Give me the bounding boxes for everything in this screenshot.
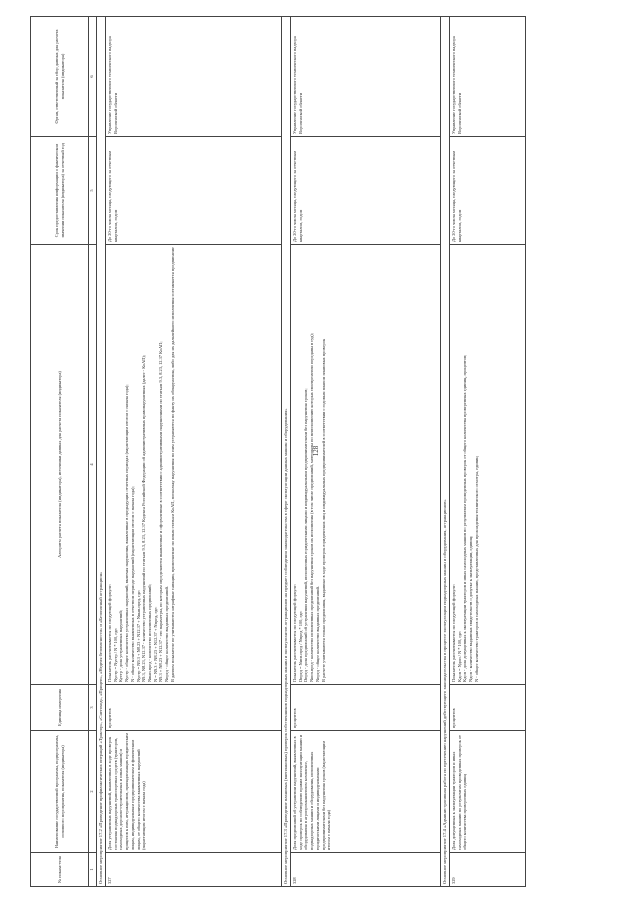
algorithm-line: Nпред - общее количество выданных предписаний. — [314, 586, 320, 682]
algorithm-line: Nустр - общее количество устраненных нарушений, включая нарушения, выявленные в предыдущих отчетных периодах (нарастающим итогом с начала года); — [124, 384, 130, 682]
indicator-deadline: До 20-го числа месяца, следующего за отчетным кварталом, годом — [290, 137, 440, 245]
header-cell: Алгоритм расчета показателя (индикатора), источники данных для расчета показателя (индикатора) — [31, 245, 89, 685]
indicator-name: Доля устраненных нарушений, выявленных в ходе проверок состояния поднадзорных транспортных средств (тракторов, самоходных дорожно-строительных и иных машин) и прицепов к ним, аттракционов, принадлежащих юридическим лицам, индивидуальным предпринимателям и физическим лицам, от общего количества выявленных нарушений (нарастающим итогом с начала года) — [105, 731, 281, 853]
column-number: 6 — [89, 17, 97, 137]
algorithm-line: Показатель рассчитывается по следующей формуле: — [106, 584, 112, 682]
responsible-body: Управление государственного технического надзора Воронежской области — [105, 17, 281, 137]
algorithm-line: N - общее количество выявленных в отчетном периоде нарушений (нарастающим итогом с начала года); — [129, 486, 135, 682]
section-title: Основное мероприятие 17.2 «Проведение профилактических операций «Трактор», «Снегоход», «Прицеп», «Неделя безопасности» и «Безопасный аттракцион» — [97, 17, 106, 887]
algorithm-line: Kдоп - доля допущенных к эксплуатации тракторов и иных самоходных машин по результатам проведенных проверок от общего количества проверенных единиц, процентов; — [462, 354, 468, 682]
indicator-algorithm — [105, 245, 281, 685]
algorithm-line: N = N9.3 + N8.23 + N12.37 + Nпред, где: — [152, 606, 158, 682]
header-row — [31, 17, 89, 887]
indicator-unit: процентов — [105, 685, 281, 731]
header-cell: № показа-теля — [31, 853, 89, 887]
section-row — [440, 17, 449, 887]
table-row — [290, 17, 440, 887]
page-number: 128 — [312, 445, 320, 457]
algorithm-line: Nисп.пред - количество исполненных предписаний без нарушения сроков их исполнения (в том числе предписаний, материалы по неисполнению которых своевременно переданы в суд); — [309, 333, 315, 682]
indicator-name: Доля допущенных к эксплуатации тракторов и иных самоходных машин по результатам проведенных проверок от общего количества проверенных единиц — [449, 731, 525, 853]
section-title: Основное мероприятие 17.3 «Проведение плановых (внеплановых) проверок собственников поднадзорных машин и эксплуатантов аттракционов на предмет соблюдения законодательства в сфере эксплуатации данных машин и оборудования» — [281, 17, 290, 887]
algorithm-line: В данном показателе не учитываются штрафные санкции, применяемые по иным статьям КоАП, поскольку нарушения по ним устраняются по факту их обнаружения, либо для их дальнейшего исполнения составляется предписание — [169, 247, 175, 682]
header-cell: Срок предоставления информации о фактическом значении показателя (индикатора) за отчетный год — [31, 137, 89, 245]
algorithm-line: N - общее количество тракторов и самоходных машин, представленных для прохождения технического осмотра, единиц — [473, 456, 479, 682]
responsible-body: Управление государственного технического надзора Воронежской области — [290, 17, 440, 137]
column-number-row — [89, 17, 97, 887]
algorithm-line: Dпред - доля предписаний об устранении нарушений, исполненных юридическими лицами и индивидуальными предпринимателями без нарушения сроков; — [303, 388, 309, 682]
algorithm-line: Кустр - доля устраненных нарушений; — [118, 610, 124, 682]
header-cell: Наименование государственной программы, подпрограммы, основного мероприятия, показателя (индикатора) — [31, 731, 89, 853]
algorithm-line: Показатель рассчитывается по следующей формуле: — [450, 584, 456, 682]
algorithm-line: В расчете учитываются только предписания, выданные в ходе проверок юридических лиц и индивидуальных предпринимателей в соответствии с годовым планом плановых проверок — [320, 338, 326, 682]
column-number: 3 — [89, 685, 97, 731]
indicator-deadline: До 20-го числа месяца, следующего за отчетным кварталом, годом — [449, 137, 525, 245]
indicator-unit: процентов — [449, 685, 525, 731]
indicator-number: 327 — [105, 853, 281, 887]
algorithm-line: N9.3, N8.23, N12.37 - количество устраненных нарушений по статьям 9.3, 8.23, 12.37 Кодекса Российской Федерации об административных правонарушениях (далее - КоАП); — [141, 354, 147, 682]
algorithm-line: Nпред - общее количество выданных предписаний. — [164, 586, 170, 682]
algorithm-line: Kдоп = Nдоп / N * 100, где: — [456, 630, 462, 682]
column-number: 2 — [89, 731, 97, 853]
indicator-name: Доля предписаний об устранении нарушений, выявленных в ходе проверок по соблюдению правил эксплуатации машин и оборудования в агропромышленном комплексе, поднадзорных машин и оборудования, исполненных юридическими лицами и индивидуальными предпринимателями без нарушения сроков (нарастающим итогом с начала года) — [290, 731, 440, 853]
indicator-deadline: До 20-го числа месяца, следующего за отчетным кварталом, годом — [105, 137, 281, 245]
column-number: 1 — [89, 853, 97, 887]
indicators-table — [30, 16, 526, 887]
indicator-unit: процентов — [290, 685, 440, 731]
algorithm-line: Nвып.пред - количество исполненных предписаний; — [147, 584, 152, 682]
section-row — [97, 17, 106, 887]
algorithm-line: Nустр = N9.3 + N8.23 + N12.37 + Nвып.пред, где: — [135, 589, 141, 682]
header-cell: Единица измерения — [31, 685, 89, 731]
section-row — [281, 17, 290, 887]
responsible-body: Управление государственного технического надзора Воронежской области — [449, 17, 525, 137]
algorithm-line: Показатель рассчитывается по следующей формуле: — [291, 584, 297, 682]
algorithm-line: N9.3 + N8.23 + N12.37 - это параметры, по которым определяются выявленные и оформленные в соответствии с административными нарушениями по статьям 9.3, 8.23, 12.37 КоАП; — [158, 341, 164, 682]
header-cell: Орган, ответственный за сбор данных для расчета показателя (индикатора) — [31, 17, 89, 137]
indicator-algorithm — [290, 245, 440, 685]
document-sheet — [30, 17, 610, 887]
indicator-number: 328 — [290, 853, 440, 887]
column-number: 5 — [89, 137, 97, 245]
table-row — [449, 17, 525, 887]
column-number: 4 — [89, 245, 97, 685]
algorithm-line: Nустр = Nустр / N * 100, где: — [112, 627, 118, 682]
table-row — [105, 17, 281, 887]
section-title: Основное мероприятие 17.4 «Административная работа по пресечению нарушений действующего законодательства в процессе эксплуатации поднадзорных машин и оборудования, аттракционов» — [440, 17, 449, 887]
algorithm-line: Dпред = Nисп.пред / Nпред * 100, где: — [297, 610, 303, 682]
algorithm-line: Nдоп - количество выданных свидетельств о допуске к эксплуатации, единиц; — [468, 535, 474, 682]
indicator-number: 329 — [449, 853, 525, 887]
indicator-algorithm — [449, 245, 525, 685]
